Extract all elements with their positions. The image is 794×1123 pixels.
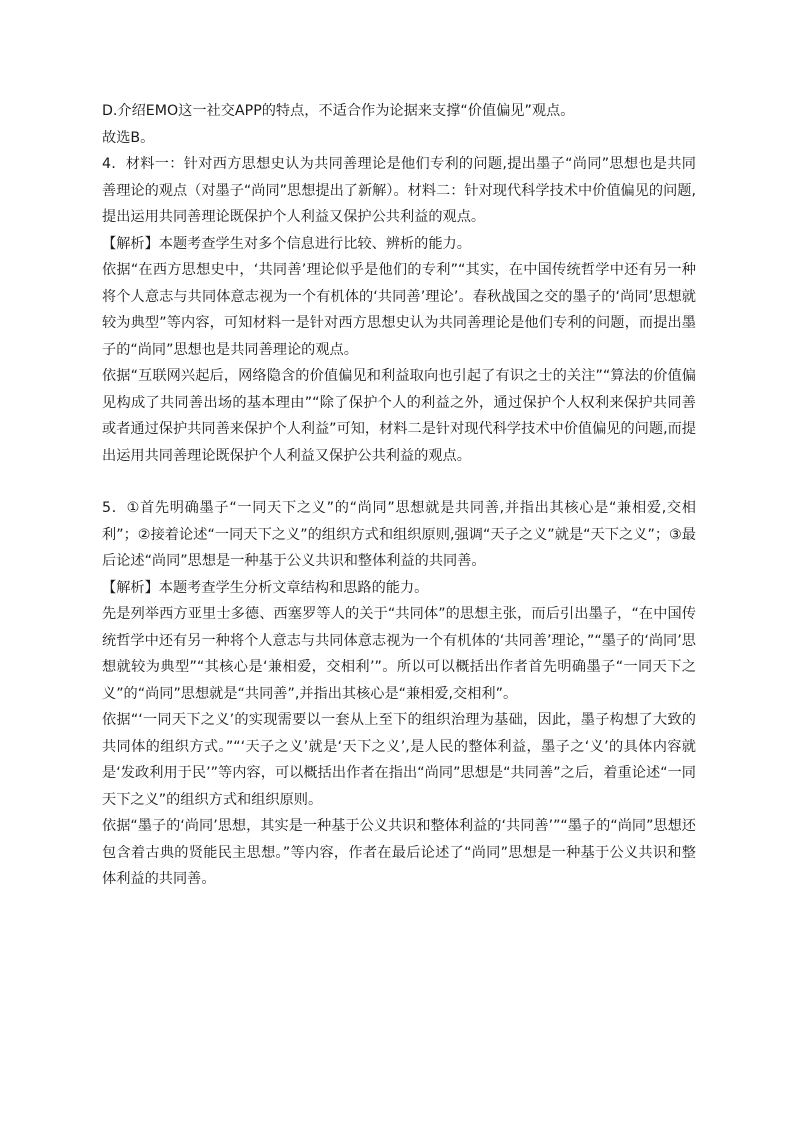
question-4-answer: 4．材料一：针对西方思想史认为共同善理论是他们专利的问题,提出墨子“尚同”思想也是共同善理论的观点（对墨子“尚同”思想提出了新解）。材料二：针对现代科学技术中价值偏见的问题,提出运用共同善理论既保护个人利益又保护公共利益的观点。 — [102, 156, 696, 225]
question-5-analysis-step-3: 依据“墨子的‘尚同’思想，其实是一种基于公义共识和整体利益的‘共同善’”“墨子的“尚同”思想还包含着古典的贤能民主思想。”等内容，作者在最后论述了“尚同”思想是一种基于公义共识和整体利益的共同善。 — [102, 818, 696, 887]
question-4-analysis-material-2: 依据“互联网兴起后，网络隐含的价值偏见和利益取向也引起了有识之士的关注”“算法的价值偏见构成了共同善出场的基本理由”“除了保护个人的利益之外，通过保护个人权利来保护共同善或者通过保护共同善来保护个人利益”可知，材料二是针对现代科学技术中价值偏见的问题,而提出运用共同善理论既保护个人利益又保护公共利益的观点。 — [102, 368, 696, 464]
answer-content — [102, 98, 696, 893]
question-5-analysis-step-1: 先是列举西方亚里士多德、西塞罗等人的关于“共同体”的思想主张，而后引出墨子，“在中国传统哲学中还有另一种将个人意志与共同体意志视为一个有机体的‘共同善’理论，”“墨子的‘尚同’思想就较为典型”“其核心是‘兼相爱，交相利’”。所以可以概括出作者首先明确墨子“一同天下之义”的“尚同”思想就是“共同善”,并指出其核心是“兼相爱,交相利”。 — [102, 606, 696, 702]
question-4-analysis-heading: 【解析】本题考查学生对多个信息进行比较、辨析的能力。 — [102, 235, 471, 252]
question-5-answer: 5．①首先明确墨子“一同天下之义”的“尚同”思想就是共同善,并指出其核心是“兼相爱,交相利”；②接着论述“一同天下之义”的组织方式和组织原则,强调“天子之义”就是“天下之义”；③最后论述“尚同”思想是一种基于公义共识和整体利益的共同善。 — [102, 500, 696, 569]
answer-choice: 故选B。 — [102, 129, 155, 146]
paragraph-gap — [102, 469, 696, 495]
question-4-analysis-material-1: 依据“在西方思想史中，‘共同善’理论似乎是他们的专利”“其实，在中国传统哲学中还有另一种将个人意志与共同体意志视为一个有机体的‘共同善’理论’。春秋战国之交的墨子的‘尚同’思想就较为典型”等内容，可知材料一是针对西方思想史认为共同善理论是他们专利的问题，而提出墨子的“尚同”思想也是共同善理论的观点。 — [102, 262, 696, 358]
question-5-analysis-heading: 【解析】本题考查学生分析文章结构和思路的能力。 — [102, 579, 429, 596]
option-d-explanation: D.介绍EMO这一社交APP的特点，不适合作为论据来支撑“价值偏见”观点。 — [102, 103, 575, 119]
question-5-analysis-step-2: 依据“‘一同天下之义’的实现需要以一套从上至下的组织治理为基础，因此，墨子构想了大致的共同体的组织方式。”“‘天子之义’就是‘天下之义’,是人民的整体利益，墨子之‘义’的具体内容就是‘发政利用于民’”等内容，可以概括出作者在指出“尚同”思想是“共同善”之后，着重论述“一同天下之义”的组织方式和组织原则。 — [102, 712, 696, 808]
